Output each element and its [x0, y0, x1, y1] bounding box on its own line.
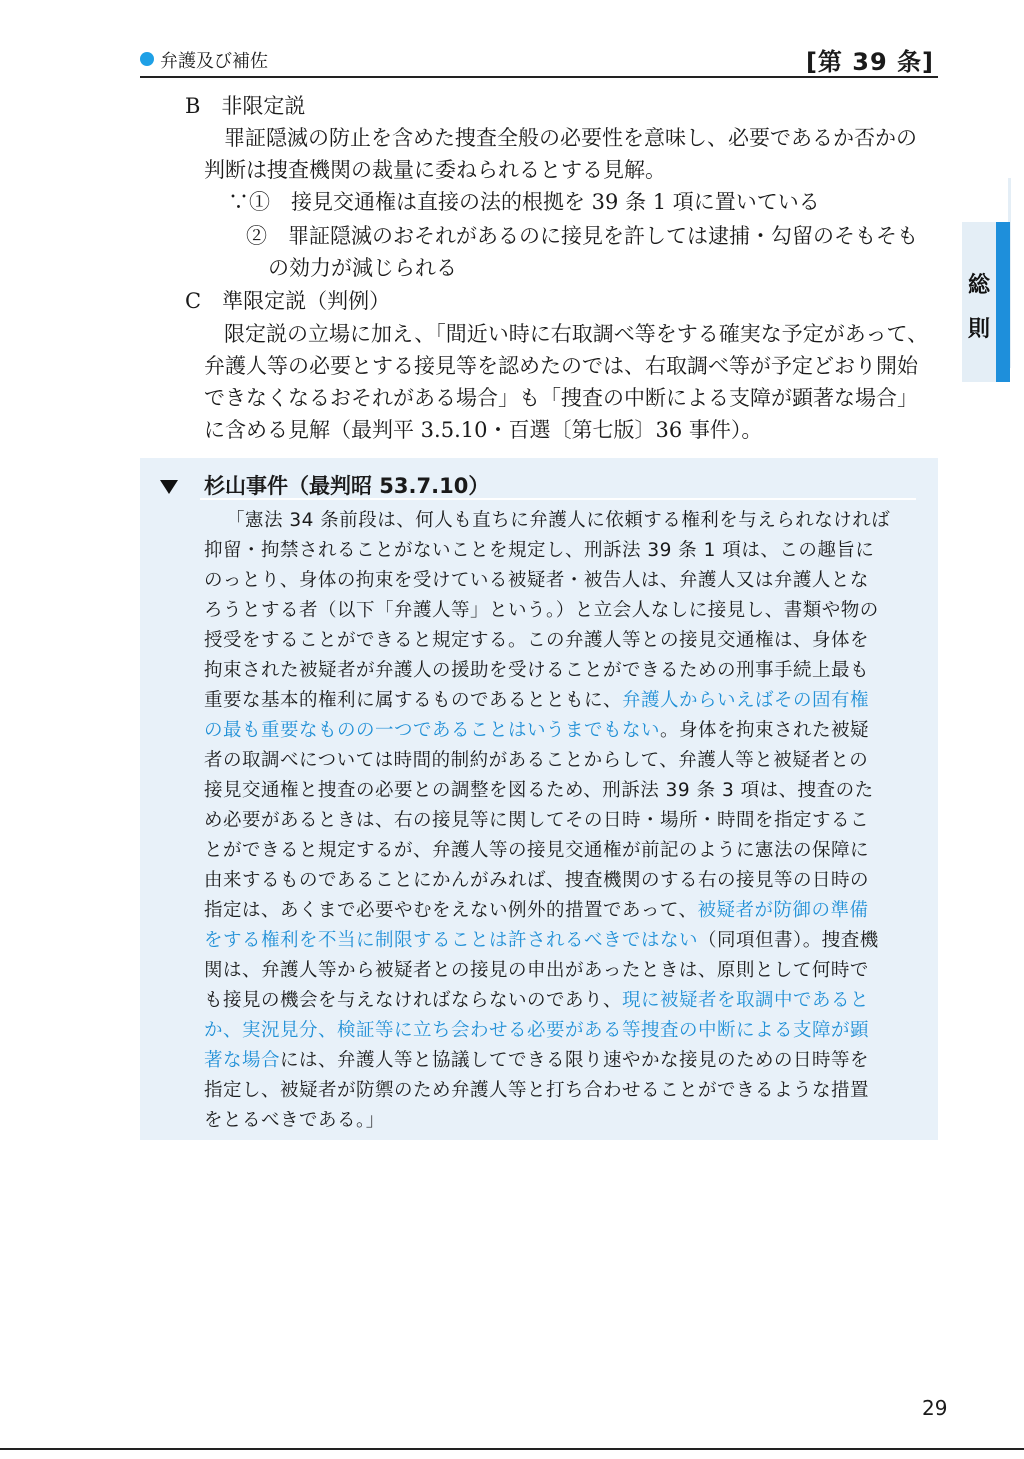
quote-text: 。身体を拘束された被疑	[660, 720, 870, 741]
running-header	[140, 42, 938, 78]
quote-highlight: 著な場合	[204, 1050, 281, 1071]
quote-line: のっとり、身体の拘束を受けている被疑者・被告人は、弁護人又は弁護人とな	[204, 570, 869, 591]
case-box	[140, 458, 938, 1140]
theory-c-line: に含める見解（最判平 3.5.10・百選〔第七版〕36 事件）。	[204, 418, 763, 442]
quote-highlight-line: か、実況見分、検証等に立ち会わせる必要がある等捜査の中断による支障が顕	[204, 1020, 870, 1041]
quote-highlight: をする権利を不当に制限することは許されるべきではない	[204, 930, 699, 951]
theory-b-reason-2: ② 罪証隠滅のおそれがあるのに接見を許しては逮捕・勾留のそもそも	[246, 224, 918, 248]
quote-highlight: 被疑者が防御の準備	[697, 900, 869, 921]
quote-line	[204, 896, 868, 926]
footer-rule	[0, 1448, 1024, 1450]
quote-line: 接見交通権と捜査の必要との調整を図るため、刑訴法 39 条 3 項は、捜査のた	[204, 780, 874, 801]
chapter-tab-char-2: 則	[967, 317, 990, 342]
section-title: 弁護及び補佐	[160, 51, 268, 72]
quote-text: 重要な基本的権利に属するものであるとともに、	[204, 690, 623, 711]
theory-b-title: B 非限定説	[185, 94, 306, 118]
quote-line	[204, 716, 869, 746]
quote-line: 拘束された被疑者が弁護人の援助を受けることができるための刑事手続上最も	[204, 660, 870, 681]
quote-line: とができると規定するが、弁護人等の接見交通権が前記のように憲法の保障に	[204, 840, 870, 861]
quote-line: をとるべきである。」	[204, 1110, 385, 1131]
quote-line: 由来するものであることにかんがみれば、捜査機関のする右の接見等の日時の	[204, 870, 870, 891]
quote-line	[204, 686, 869, 716]
quote-line: 関は、弁護人等から被疑者との接見の申出があったときは、原則として何時で	[204, 960, 869, 981]
quote-text: も接見の機会を与えなければならないのであり、	[204, 990, 623, 1011]
quote-line: 抑留・拘禁されることがないことを規定し、刑訴法 39 条 1 項は、この趣旨に	[204, 540, 875, 561]
case-title: 杉山事件（最判昭 53.7.10）	[204, 474, 490, 498]
quote-line: 授受をすることができると規定する。この弁護人等との接見交通権は、身体を	[204, 630, 870, 651]
theory-b-line: 罪証隠滅の防止を含めた捜査全般の必要性を意味し、必要であるか否かの	[224, 126, 917, 150]
theory-b-line: 判断は捜査機関の裁量に委ねられるとする見解。	[204, 158, 666, 182]
quote-line: 「憲法 34 条前段は、何人も直ちに弁護人に依頼する権利を与えられなければ	[226, 510, 891, 531]
quote-text: 指定は、あくまで必要やむをえない例外的措置であって、	[204, 900, 698, 921]
chapter-tab-bar	[996, 222, 1010, 382]
case-box-divider	[200, 498, 916, 500]
quote-highlight: 弁護人からいえばその固有権	[622, 690, 870, 711]
quote-line	[204, 986, 869, 1016]
triangle-down-icon	[160, 480, 178, 494]
theory-b-reason-1: ∵① 接見交通権は直接の法的根拠を 39 条 1 項に置いている	[228, 190, 820, 214]
chapter-tab-char-1: 総	[967, 273, 990, 298]
theory-b-reason-2-cont: の効力が減じられる	[268, 256, 457, 280]
article-number: [第 39 条]	[805, 48, 934, 76]
bullet-dot-icon	[140, 52, 154, 66]
quote-highlight: 現に被疑者を取調中であると	[622, 990, 870, 1011]
theory-c-line: できなくなるおそれがある場合」も「捜査の中断による支障が顕著な場合」	[204, 386, 918, 410]
quote-line	[204, 1046, 869, 1076]
quote-line: 指定し、被疑者が防禦のため弁護人等と打ち合わせることができるような措置	[204, 1080, 870, 1101]
theory-c-title: C 準限定説（判例）	[185, 289, 391, 313]
quote-text: （同項但書）。捜査機	[698, 930, 879, 951]
quote-line: ろうとする者（以下「弁護人等」という。）と立会人なしに接見し、書類や物の	[204, 600, 879, 621]
quote-line	[204, 926, 879, 956]
quote-line: め必要があるときは、右の接見等に関してその日時・場所・時間を指定するこ	[204, 810, 870, 831]
quote-text: には、弁護人等と協議してできる限り速やかな接見のための日時等を	[280, 1050, 870, 1071]
quote-highlight: の最も重要なものの一つであることはいうまでもない	[204, 720, 661, 741]
theory-c-line: 限定説の立場に加え、「間近い時に右取調べ等をする確実な予定があって、	[224, 322, 929, 346]
theory-c-line: 弁護人等の必要とする接見等を認めたのでは、右取調べ等が予定どおり開始	[204, 354, 918, 378]
chapter-tab	[962, 222, 1010, 382]
case-box-heading	[160, 470, 489, 500]
quote-line: 者の取調べについては時間的制約があることからして、弁護人等と被疑者との	[204, 750, 869, 771]
page-number: 29	[922, 1396, 948, 1420]
